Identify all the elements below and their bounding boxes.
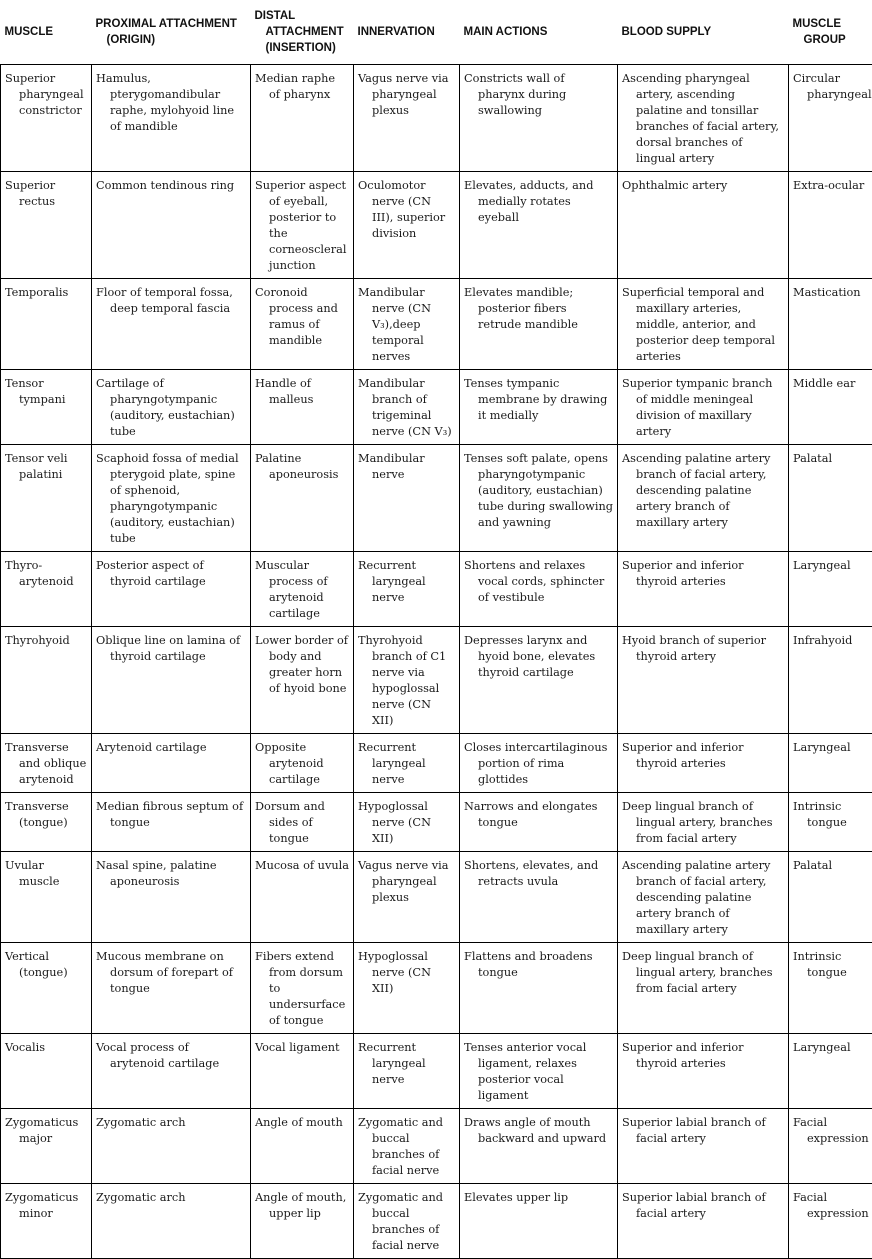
cell-actions: Tenses tympanic membrane by drawing it medially	[460, 370, 618, 445]
cell-blood-supply: Superior and inferior thyroid arteries	[618, 734, 789, 793]
cell-group: Intrinsic tongue	[789, 793, 872, 852]
header-innervation: INNERVATION	[354, 0, 460, 65]
table-row	[1, 552, 872, 627]
header-muscle-group: MUSCLE GROUP	[789, 0, 872, 65]
table-row	[1, 65, 872, 172]
cell-muscle: Superior rectus	[1, 172, 92, 279]
cell-innervation: Oculomotor nerve (CN III), superior division	[354, 172, 460, 279]
cell-innervation: Zygomatic and buccal branches of facial nerve	[354, 1109, 460, 1184]
header-blood-supply: BLOOD SUPPLY	[618, 0, 789, 65]
cell-blood-supply: Superior labial branch of facial artery	[618, 1184, 789, 1259]
cell-actions: Shortens, elevates, and retracts uvula	[460, 852, 618, 943]
cell-group: Facial expression	[789, 1109, 872, 1184]
cell-actions: Constricts wall of pharynx during swallowing	[460, 65, 618, 172]
cell-innervation: Vagus nerve via pharyngeal plexus	[354, 852, 460, 943]
cell-distal: Angle of mouth	[251, 1109, 354, 1184]
cell-actions: Draws angle of mouth backward and upward	[460, 1109, 618, 1184]
cell-group: Laryngeal	[789, 552, 872, 627]
table-row	[1, 734, 872, 793]
cell-group: Circular pharyngeal	[789, 65, 872, 172]
cell-muscle: Temporalis	[1, 279, 92, 370]
cell-actions: Closes intercartilaginous portion of rima glottides	[460, 734, 618, 793]
cell-proximal: Zygomatic arch	[92, 1109, 251, 1184]
cell-innervation: Zygomatic and buccal branches of facial nerve	[354, 1184, 460, 1259]
cell-group: Laryngeal	[789, 1034, 872, 1109]
cell-blood-supply: Superior and inferior thyroid arteries	[618, 552, 789, 627]
header-distal-attachment: DISTAL ATTACHMENT (INSERTION)	[251, 0, 354, 65]
cell-proximal: Arytenoid cartilage	[92, 734, 251, 793]
cell-proximal: Oblique line on lamina of thyroid cartilage	[92, 627, 251, 734]
cell-group: Palatal	[789, 852, 872, 943]
cell-muscle: Vocalis	[1, 1034, 92, 1109]
table-row	[1, 793, 872, 852]
cell-muscle: Zygomaticus major	[1, 1109, 92, 1184]
cell-actions: Narrows and elongates tongue	[460, 793, 618, 852]
cell-blood-supply: Superior tympanic branch of middle meningeal division of maxillary artery	[618, 370, 789, 445]
cell-muscle: Zygomaticus minor	[1, 1184, 92, 1259]
cell-blood-supply: Ascending pharyngeal artery, ascending palatine and tonsillar branches of facial artery, dorsal branches of lingual artery	[618, 65, 789, 172]
cell-innervation: Recurrent laryngeal nerve	[354, 734, 460, 793]
cell-group: Extra-ocular	[789, 172, 872, 279]
cell-actions: Tenses anterior vocal ligament, relaxes posterior vocal ligament	[460, 1034, 618, 1109]
table-row	[1, 445, 872, 552]
cell-actions: Shortens and relaxes vocal cords, sphincter of vestibule	[460, 552, 618, 627]
cell-muscle: Transverse (tongue)	[1, 793, 92, 852]
cell-distal: Dorsum and sides of tongue	[251, 793, 354, 852]
cell-distal: Coronoid process and ramus of mandible	[251, 279, 354, 370]
cell-muscle: Thyrohyoid	[1, 627, 92, 734]
cell-muscle: Uvular muscle	[1, 852, 92, 943]
cell-actions: Elevates mandible; posterior fibers retrude mandible	[460, 279, 618, 370]
cell-innervation: Mandibular nerve	[354, 445, 460, 552]
table-row	[1, 627, 872, 734]
cell-muscle: Superior pharyngeal constrictor	[1, 65, 92, 172]
cell-group: Infrahyoid	[789, 627, 872, 734]
cell-blood-supply: Superior labial branch of facial artery	[618, 1109, 789, 1184]
cell-distal: Opposite arytenoid cartilage	[251, 734, 354, 793]
table-row	[1, 370, 872, 445]
cell-muscle: Tensor tympani	[1, 370, 92, 445]
cell-muscle: Thyro-arytenoid	[1, 552, 92, 627]
cell-proximal: Floor of temporal fossa, deep temporal fascia	[92, 279, 251, 370]
cell-proximal: Zygomatic arch	[92, 1184, 251, 1259]
cell-blood-supply: Ophthalmic artery	[618, 172, 789, 279]
cell-group: Laryngeal	[789, 734, 872, 793]
cell-distal: Fibers extend from dorsum to undersurface of tongue	[251, 943, 354, 1034]
cell-distal: Handle of malleus	[251, 370, 354, 445]
cell-muscle: Tensor veli palatini	[1, 445, 92, 552]
cell-proximal: Vocal process of arytenoid cartilage	[92, 1034, 251, 1109]
cell-innervation: Hypoglossal nerve (CN XII)	[354, 943, 460, 1034]
cell-actions: Elevates, adducts, and medially rotates eyeball	[460, 172, 618, 279]
cell-proximal: Posterior aspect of thyroid cartilage	[92, 552, 251, 627]
cell-proximal: Cartilage of pharyngotympanic (auditory, eustachian) tube	[92, 370, 251, 445]
cell-distal: Vocal ligament	[251, 1034, 354, 1109]
cell-group: Intrinsic tongue	[789, 943, 872, 1034]
cell-proximal: Common tendinous ring	[92, 172, 251, 279]
cell-actions: Flattens and broadens tongue	[460, 943, 618, 1034]
header-row	[1, 0, 872, 65]
header-muscle: MUSCLE	[1, 0, 92, 65]
cell-innervation: Recurrent laryngeal nerve	[354, 1034, 460, 1109]
cell-proximal: Nasal spine, palatine aponeurosis	[92, 852, 251, 943]
table-row	[1, 1184, 872, 1259]
header-main-actions: MAIN ACTIONS	[460, 0, 618, 65]
cell-proximal: Hamulus, pterygomandibular raphe, mylohyoid line of mandible	[92, 65, 251, 172]
table-row	[1, 943, 872, 1034]
cell-group: Facial expression	[789, 1184, 872, 1259]
table-row	[1, 279, 872, 370]
cell-distal: Mucosa of uvula	[251, 852, 354, 943]
cell-blood-supply: Superficial temporal and maxillary arteries, middle, anterior, and posterior deep temporal arteries	[618, 279, 789, 370]
cell-actions: Depresses larynx and hyoid bone, elevates thyroid cartilage	[460, 627, 618, 734]
cell-group: Middle ear	[789, 370, 872, 445]
cell-blood-supply: Superior and inferior thyroid arteries	[618, 1034, 789, 1109]
cell-distal: Lower border of body and greater horn of hyoid bone	[251, 627, 354, 734]
cell-blood-supply: Hyoid branch of superior thyroid artery	[618, 627, 789, 734]
cell-blood-supply: Deep lingual branch of lingual artery, branches from facial artery	[618, 943, 789, 1034]
cell-distal: Angle of mouth, upper lip	[251, 1184, 354, 1259]
table-row	[1, 172, 872, 279]
cell-blood-supply: Deep lingual branch of lingual artery, branches from facial artery	[618, 793, 789, 852]
cell-innervation: Mandibular nerve (CN V₃),deep temporal nerves	[354, 279, 460, 370]
cell-innervation: Vagus nerve via pharyngeal plexus	[354, 65, 460, 172]
cell-actions: Elevates upper lip	[460, 1184, 618, 1259]
cell-innervation: Hypoglossal nerve (CN XII)	[354, 793, 460, 852]
cell-distal: Muscular process of arytenoid cartilage	[251, 552, 354, 627]
cell-muscle: Transverse and oblique arytenoid	[1, 734, 92, 793]
cell-innervation: Recurrent laryngeal nerve	[354, 552, 460, 627]
cell-innervation: Mandibular branch of trigeminal nerve (CN V₃)	[354, 370, 460, 445]
cell-distal: Median raphe of pharynx	[251, 65, 354, 172]
cell-innervation: Thyrohyoid branch of C1 nerve via hypoglossal nerve (CN XII)	[354, 627, 460, 734]
cell-actions: Tenses soft palate, opens pharyngotympanic (auditory, eustachian) tube during swallowing and yawning	[460, 445, 618, 552]
header-proximal-attachment: PROXIMAL ATTACHMENT (ORIGIN)	[92, 0, 251, 65]
cell-blood-supply: Ascending palatine artery branch of facial artery, descending palatine artery branch of maxillary artery	[618, 852, 789, 943]
table-row	[1, 1109, 872, 1184]
table-row	[1, 852, 872, 943]
cell-proximal: Median fibrous septum of tongue	[92, 793, 251, 852]
cell-blood-supply: Ascending palatine artery branch of facial artery, descending palatine artery branch of maxillary artery	[618, 445, 789, 552]
cell-muscle: Vertical (tongue)	[1, 943, 92, 1034]
cell-group: Palatal	[789, 445, 872, 552]
table-row	[1, 1034, 872, 1109]
cell-proximal: Scaphoid fossa of medial pterygoid plate, spine of sphenoid, pharyngotympanic (auditory, eustachian) tube	[92, 445, 251, 552]
cell-distal: Palatine aponeurosis	[251, 445, 354, 552]
cell-distal: Superior aspect of eyeball, posterior to the corneoscleral junction	[251, 172, 354, 279]
cell-group: Mastication	[789, 279, 872, 370]
cell-proximal: Mucous membrane on dorsum of forepart of tongue	[92, 943, 251, 1034]
